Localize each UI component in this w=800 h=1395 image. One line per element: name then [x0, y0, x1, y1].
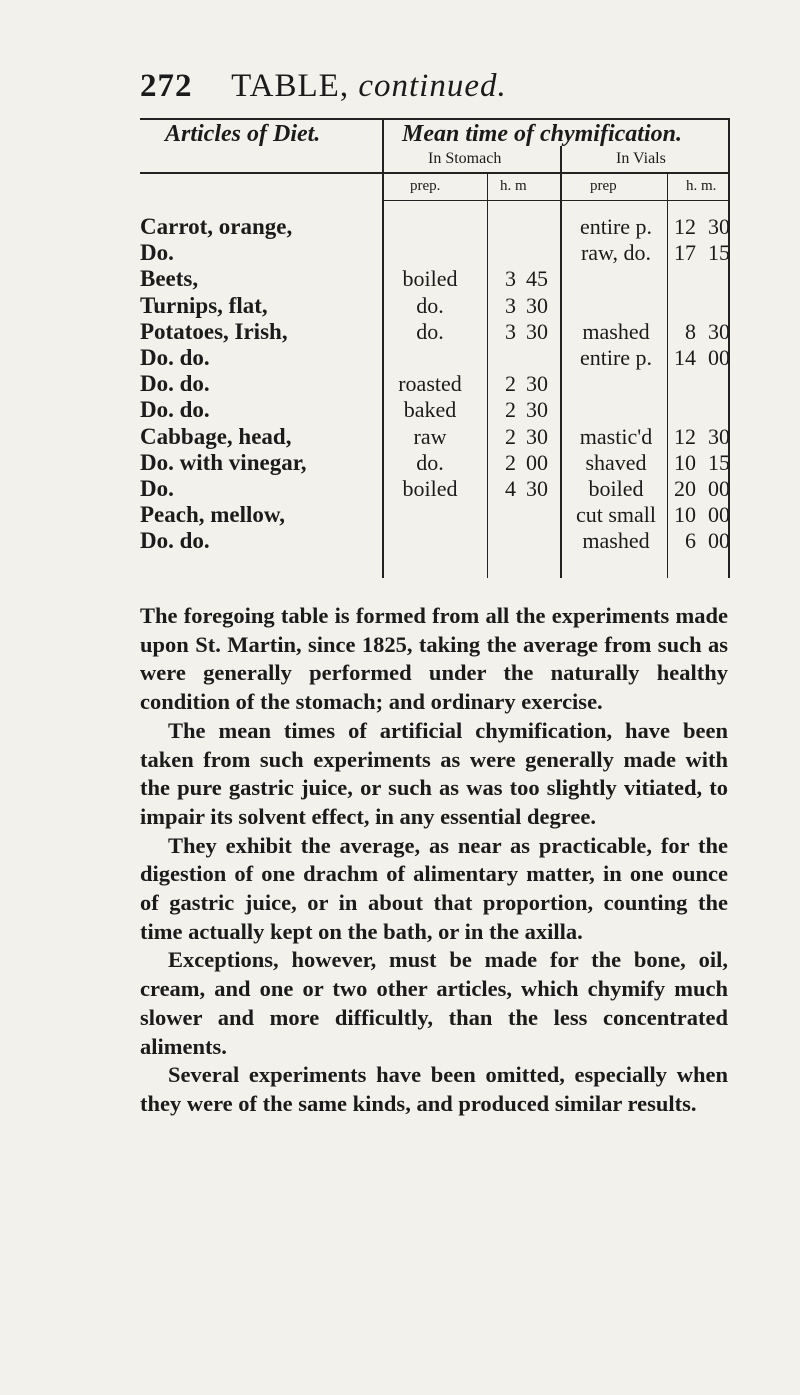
vials-minutes-cell: 00 [708, 502, 730, 528]
vials-hours-cell: 14 [674, 345, 696, 370]
vials-hours-cell: 10 [674, 449, 696, 475]
unit-prep-stomach: prep. [410, 178, 441, 194]
vials-hours-cell: 12 [674, 423, 696, 449]
table-row [140, 345, 730, 371]
unit-hm-stomach: h. m [500, 178, 527, 194]
stomach-prep-cell: do. [416, 292, 444, 318]
stomach-hours-cell: 3 [505, 292, 516, 318]
header-title-continued: continued. [358, 68, 507, 104]
vials-prep-cell: mastic'd [579, 423, 653, 449]
article-cell: Do. [140, 240, 174, 266]
subhead-vials: In Vials [616, 150, 666, 167]
article-cell: Peach, mellow, [140, 502, 285, 528]
stomach-minutes-cell: 00 [526, 449, 548, 475]
vials-minutes-cell: 30 [708, 214, 730, 239]
stomach-prep-cell: raw [413, 423, 447, 449]
unit-hm-vials: h. m. [686, 178, 717, 194]
vials-prep-cell: boiled [588, 476, 644, 501]
stomach-prep-cell: boiled [402, 476, 458, 501]
article-cell: Beets, [140, 266, 199, 292]
vials-prep-cell: raw, do. [580, 240, 652, 266]
stomach-hours-cell: 2 [505, 449, 516, 475]
table-row [140, 319, 730, 345]
stomach-hours-cell: 2 [505, 397, 516, 423]
vials-hours-cell: 12 [674, 214, 696, 239]
vials-prep-cell: entire p. [579, 214, 653, 239]
stomach-hours-cell: 2 [505, 423, 516, 449]
stomach-hours-cell: 3 [505, 318, 516, 344]
article-cell: Potatoes, Irish, [140, 318, 288, 344]
paragraph: The mean times of artificial chymification, have been taken from such experiments as were generally made with the pure gastric juice, or such as was too slightly vitiated, to impair its solvent effect, in any essential degree. [140, 717, 728, 829]
table-row [140, 450, 730, 476]
stomach-prep-cell: boiled [402, 266, 458, 292]
digestion-table [140, 118, 730, 578]
article-cell: Do. do. [140, 397, 210, 423]
vials-prep-cell: mashed [582, 528, 650, 554]
body-text [140, 602, 728, 1119]
table-row [140, 266, 730, 292]
table-row [140, 502, 730, 528]
table-sub-rule [384, 200, 730, 201]
page-number: 272 [140, 68, 193, 104]
stomach-minutes-cell: 30 [526, 292, 548, 318]
vials-hours-cell: 10 [674, 502, 696, 528]
unit-prep-vials: prep [590, 178, 617, 194]
article-cell: Do. [140, 476, 174, 501]
table-row [140, 293, 730, 319]
article-cell: Do. do. [140, 345, 210, 370]
article-cell: Do. do. [140, 371, 210, 397]
article-cell: Do. with vinegar, [140, 449, 307, 475]
vials-prep-cell: mashed [582, 318, 650, 344]
stomach-prep-cell: do. [416, 318, 444, 344]
table-row [140, 528, 730, 554]
table-row [140, 240, 730, 266]
stomach-minutes-cell: 30 [526, 476, 548, 501]
table-row [140, 476, 730, 502]
table-row [140, 397, 730, 423]
subhead-stomach: In Stomach [428, 150, 502, 167]
table-row [140, 214, 730, 240]
vials-hours-cell: 6 [685, 528, 696, 554]
vials-hours-cell: 17 [674, 240, 696, 266]
vials-minutes-cell: 30 [708, 423, 730, 449]
vials-hours-cell: 20 [674, 476, 696, 501]
stomach-prep-cell: roasted [398, 371, 462, 397]
article-cell: Do. do. [140, 528, 210, 554]
vials-prep-cell: shaved [585, 449, 647, 475]
vials-minutes-cell: 00 [708, 476, 730, 501]
stomach-minutes-cell: 30 [526, 423, 548, 449]
paragraph: Exceptions, however, must be made for the bone, oil, cream, and one or two other articles, which chymify much slower and more difficultly, than the less concentrated aliments. [140, 947, 728, 1059]
article-cell: Turnips, flat, [140, 292, 268, 318]
stomach-minutes-cell: 30 [526, 397, 548, 423]
stomach-minutes-cell: 30 [526, 318, 548, 344]
vials-prep-cell: entire p. [579, 345, 653, 370]
stomach-minutes-cell: 30 [526, 371, 548, 397]
vials-prep-cell: cut small [575, 502, 657, 528]
stomach-hours-cell: 2 [505, 371, 516, 397]
vials-hours-cell: 8 [685, 318, 696, 344]
table-row [140, 371, 730, 397]
vials-minutes-cell: 30 [708, 318, 730, 344]
table-header-rule [140, 172, 730, 174]
table-top-rule [140, 118, 730, 120]
vials-minutes-cell: 00 [708, 345, 730, 370]
paragraph: The foregoing table is formed from all the experiments made upon St. Martin, since 1825, taking the average from such as were generally performed under the naturally healthy condition of the stomach; and ordinary exercise. [140, 603, 728, 715]
article-cell: Cabbage, head, [140, 423, 292, 449]
stomach-prep-cell: do. [416, 449, 444, 475]
paragraph: Several experiments have been omitted, especially when they were of the same kinds, and produced similar results. [140, 1062, 728, 1116]
paragraph: They exhibit the average, as near as practicable, for the digestion of one drachm of alimentary matter, in one ounce of gastric juice, or in about that proportion, counting the time actually kept on the bath, or in the axilla. [140, 832, 728, 944]
vials-minutes-cell: 00 [708, 528, 730, 554]
header-title: TABLE, [231, 68, 350, 104]
vials-minutes-cell: 15 [708, 449, 730, 475]
stomach-hours-cell: 3 [505, 266, 516, 292]
page-header [140, 68, 700, 105]
column-head-articles: Articles of Diet. [165, 121, 321, 147]
stomach-prep-cell: baked [403, 397, 457, 423]
article-cell: Carrot, orange, [140, 214, 293, 239]
vials-minutes-cell: 15 [708, 240, 730, 266]
table-row [140, 424, 730, 450]
stomach-hours-cell: 4 [505, 476, 516, 501]
stomach-minutes-cell: 45 [526, 266, 548, 292]
column-head-mean-time: Mean time of chymification. [402, 121, 682, 147]
